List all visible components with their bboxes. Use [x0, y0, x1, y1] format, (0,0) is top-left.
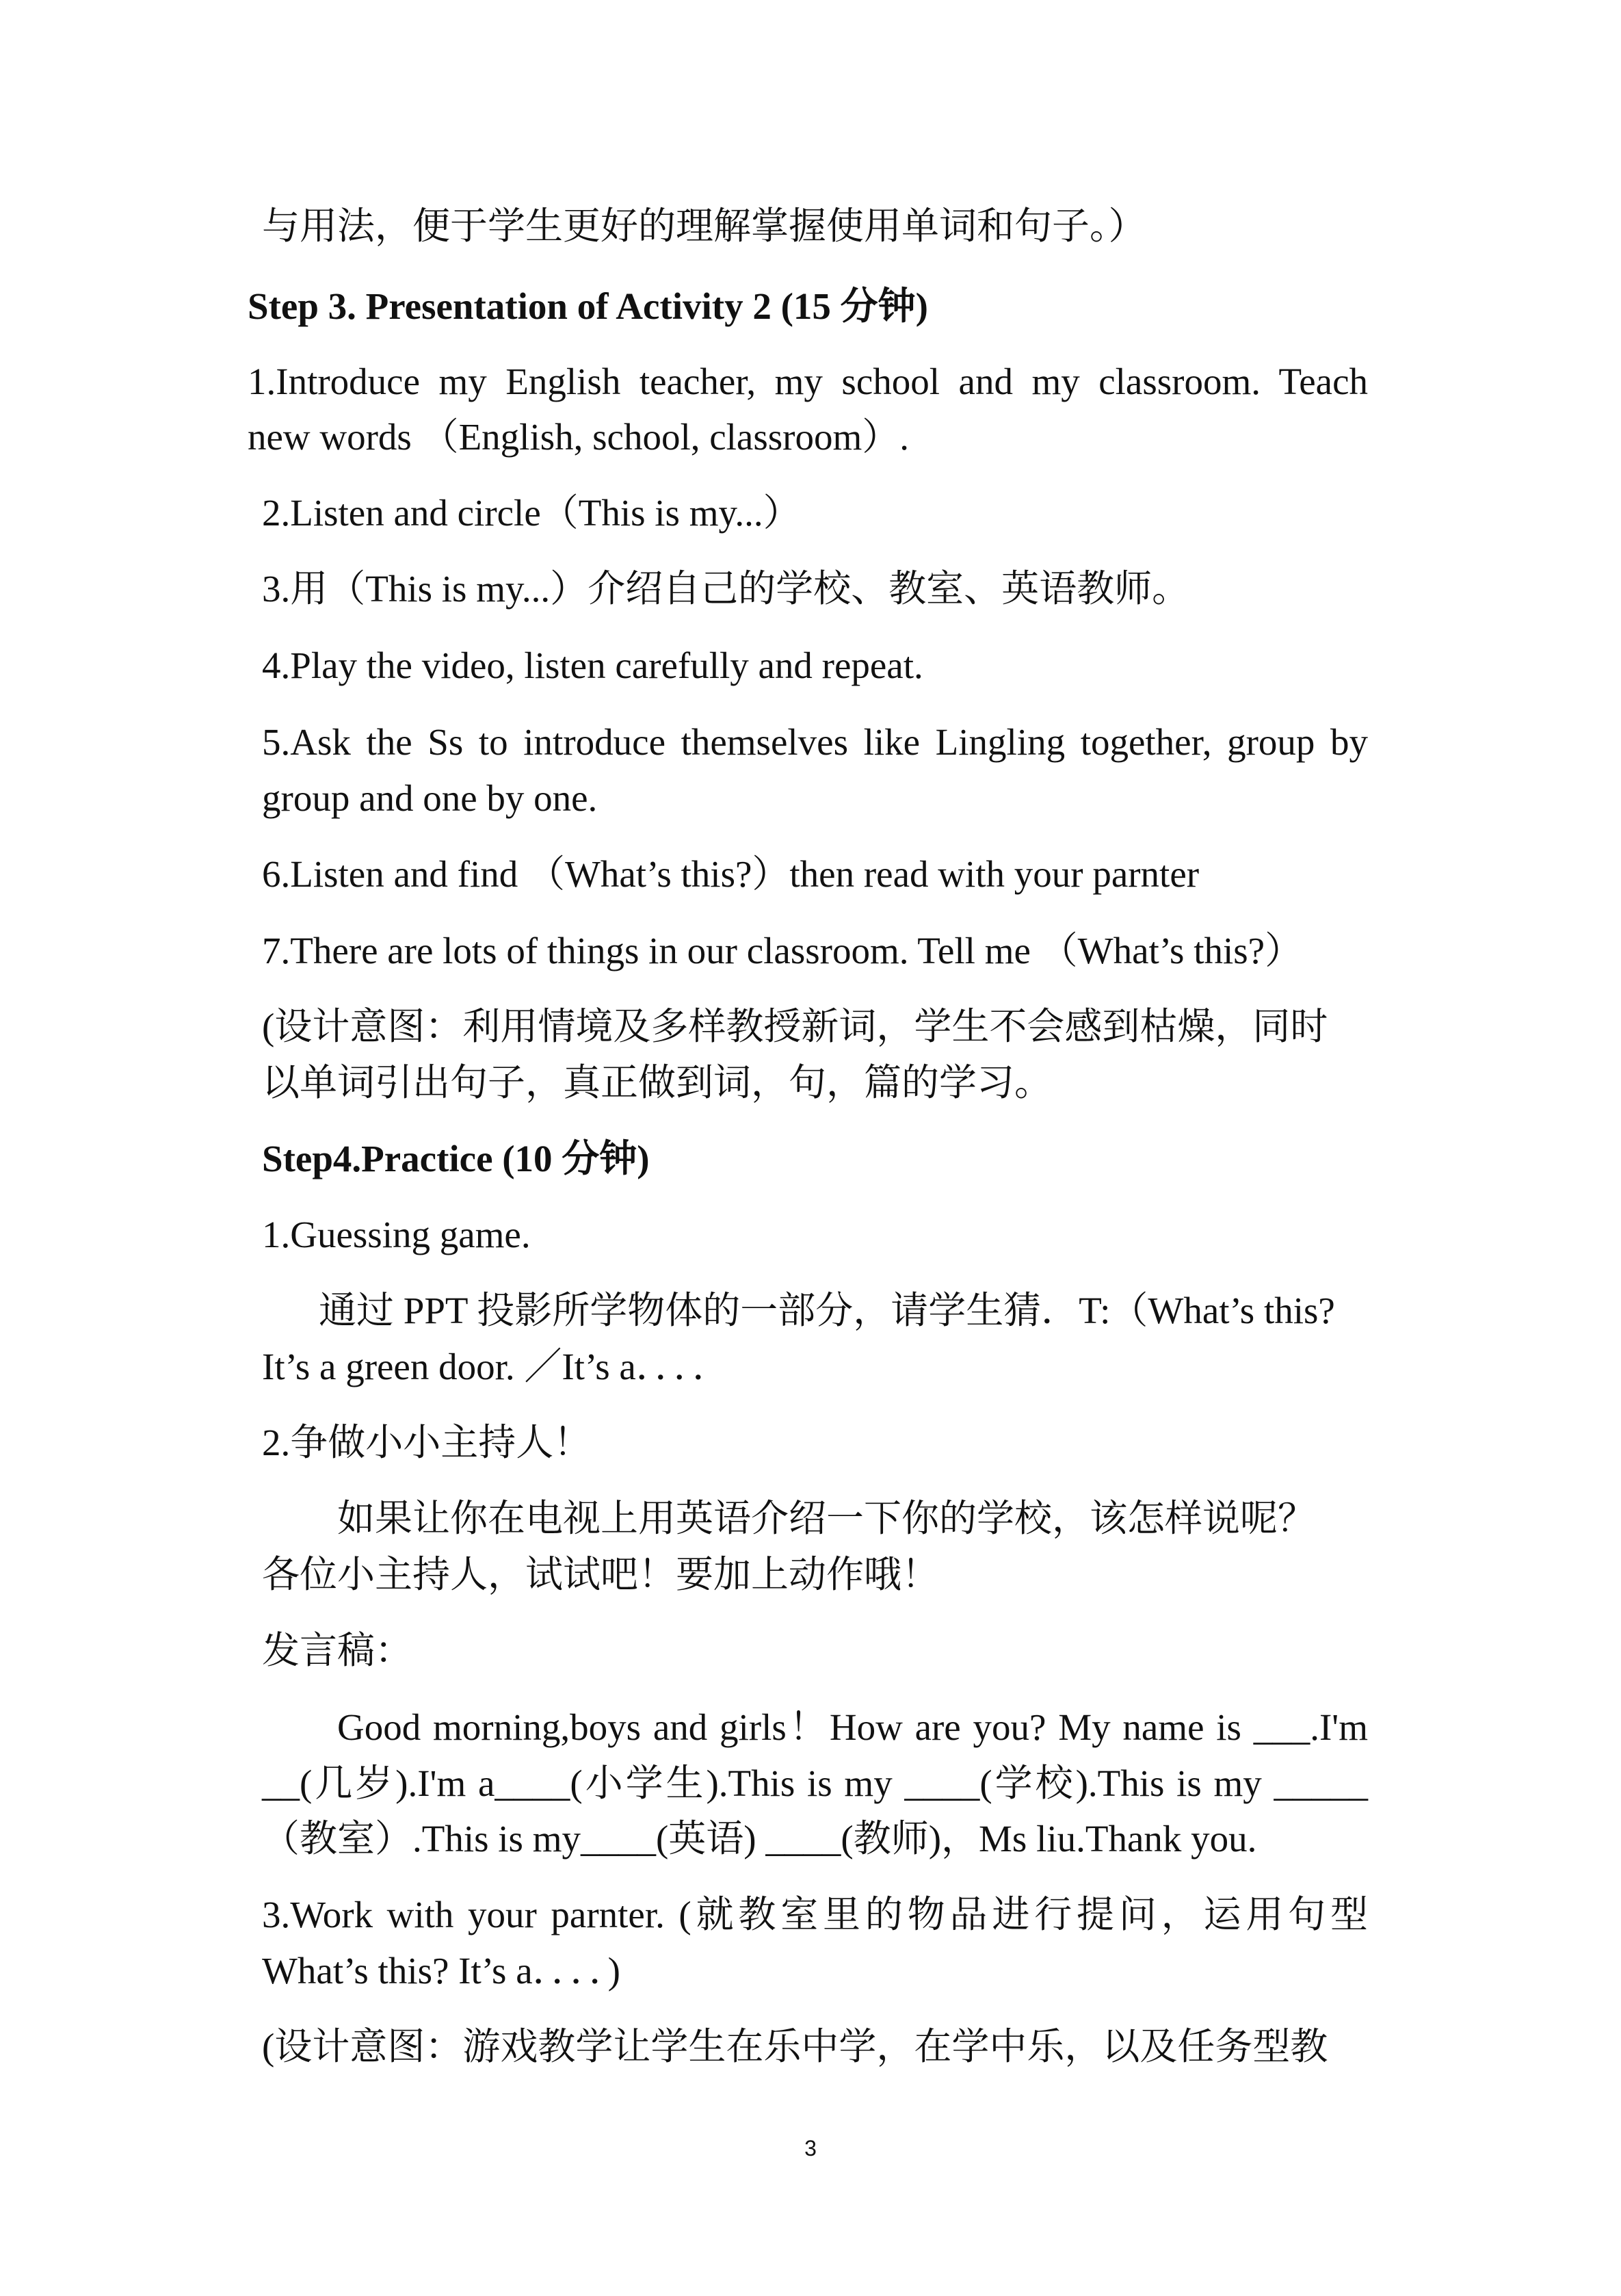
section-heading: Step 3. Presentation of Activity 2 (15 分钟)	[248, 285, 928, 327]
text-line: new words （English, school, classroom）.	[248, 416, 909, 458]
text-line: （教室）.This is my____(英语) ____(教师)，Ms liu.Thank you.	[262, 1818, 1257, 1860]
text-line: 7.There are lots of things in our classroom. Tell me （What’s this?）	[262, 930, 1303, 971]
text-line: 1.Introduce my English teacher, my school and my classroom. Teach	[248, 361, 1368, 402]
text-line: 各位小主持人，试试吧！要加上动作哦！	[262, 1554, 940, 1595]
text-line: It’s a green door. ／It’s a．．．．	[262, 1346, 730, 1387]
text-line: __(几岁).I'm a____(小学生).This is my ____(学校).This is my _____	[262, 1762, 1368, 1804]
text-line: 1.Guessing game.	[262, 1214, 531, 1255]
design-intent-line: (设计意图：利用情境及多样教授新词，学生不会感到枯燥，同时	[262, 1006, 1328, 1047]
text-line: 6.Listen and find （What’s this?）then read with your parnter	[262, 853, 1200, 895]
text-line: 发言稿：	[262, 1630, 413, 1671]
text-line: What’s this? It’s a．．．．)	[262, 1950, 620, 1992]
text-line: 4.Play the video, listen carefully and repeat.	[262, 644, 923, 686]
text-line: 2.Listen and circle（This is my...）	[262, 492, 801, 534]
text-line: 5.Ask the Ss to introduce themselves like Lingling together, group by	[262, 721, 1368, 763]
text-line: 3.Work with your parnter. (就教室里的物品进行提问，运用句型	[262, 1894, 1368, 1935]
text-line: 2.争做小小主持人！	[262, 1422, 592, 1463]
text-line: 以单词引出句子，真正做到词，句，篇的学习。	[262, 1062, 1053, 1104]
design-intent-line: (设计意图：游戏教学让学生在乐中学，在学中乐，以及任务型教	[262, 2026, 1328, 2067]
page-number: 3	[804, 2136, 817, 2161]
section-heading: Step4.Practice (10 分钟)	[262, 1138, 650, 1179]
text-line: 如果让你在电视上用英语介绍一下你的学校，该怎样说呢？	[337, 1498, 1316, 1539]
text-line: 3.用（This is my...）介绍自己的学校、教室、英语教师。	[262, 568, 1190, 610]
text-line: group and one by one.	[262, 777, 598, 819]
text-line: Good morning,boys and girls！How are you? My name is ___.I'm	[337, 1706, 1368, 1748]
text-line: 通过 PPT 投影所学物体的一部分，请学生猜．T:（What’s this?	[319, 1290, 1335, 1331]
text-line: 与用法，便于学生更好的理解掌握使用单词和句子。）	[262, 205, 1146, 247]
